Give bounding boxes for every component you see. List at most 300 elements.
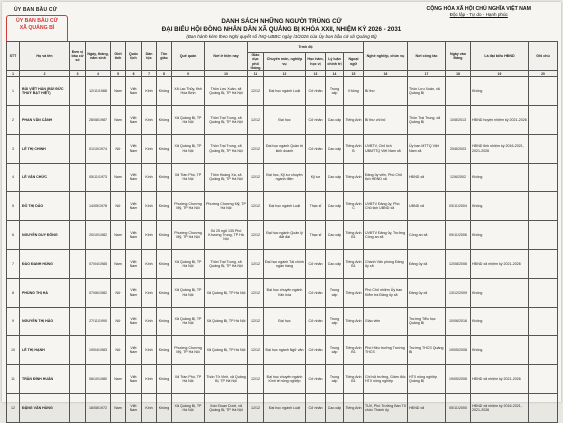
- table-cell: Việt Nam: [126, 163, 142, 192]
- table-cell: Không: [471, 278, 529, 307]
- table-cell: 28/08/1987: [86, 105, 111, 134]
- table-cell: [529, 105, 558, 134]
- table-cell: Đại học ngành Quản lý đất đai: [264, 221, 306, 250]
- column-group-header: Trình độ: [248, 42, 364, 53]
- table-cell: Tiếng Anh: [344, 307, 364, 336]
- table-cell: Xã Quảng Bị, TP Hà Nội: [205, 307, 248, 336]
- table-cell: Kinh: [142, 134, 157, 163]
- table-cell: Thạc sĩ: [306, 192, 326, 221]
- table-cell: TRẦN ĐÌNH HUÂN: [20, 365, 70, 394]
- table-row: [7, 393, 558, 422]
- column-header: Quốc tịch: [126, 42, 142, 71]
- table-cell: Cao cấp: [326, 134, 344, 163]
- table-cell: 07/06/1982: [86, 278, 111, 307]
- table-cell: 9: [7, 307, 20, 336]
- column-number: 5: [111, 71, 126, 77]
- table-cell: 12/12: [248, 105, 264, 134]
- table-cell: Kỹ sư: [306, 163, 326, 192]
- table-row: [7, 249, 558, 278]
- table-cell: Nữ: [111, 307, 126, 336]
- table-cell: Xã Quảng Bị, TP Hà Nội: [172, 249, 205, 278]
- table-cell: LÊ VĂN CHỨC: [20, 163, 70, 192]
- column-header: Tôn giáo: [157, 42, 172, 71]
- table-cell: Kinh: [142, 77, 157, 106]
- table-row: [7, 163, 558, 192]
- table-cell: Xã Quảng Bị, TP Hà Nội: [205, 336, 248, 365]
- column-header: Lý luận chính trị: [326, 53, 344, 71]
- column-header: STT: [7, 42, 20, 71]
- table-cell: Xã Lạc Thủy, tỉnh Hòa Bình: [172, 77, 205, 106]
- table-cell: 12/12: [248, 307, 264, 336]
- table-cell: Cao cấp: [326, 249, 344, 278]
- table-cell: Công an xã: [408, 221, 446, 250]
- table-cell: Việt Nam: [126, 249, 142, 278]
- table-cell: [70, 336, 86, 365]
- document-subtitle: ĐẠI BIỂU HỘI ĐỒNG NHÂN DÂN XÃ QUẢNG BỊ KHÓA XXII, NHIỆM KỲ 2026 - 2031: [161, 26, 402, 33]
- table-cell: Nữ: [111, 134, 126, 163]
- table-cell: [70, 77, 86, 106]
- column-number: 14: [326, 71, 344, 77]
- table-cell: 12/12: [248, 249, 264, 278]
- table-cell: 19/05/2006: [446, 365, 471, 394]
- table-cell: 12/6/2002: [446, 163, 471, 192]
- table-cell: Chi hội trưởng, Giám đốc HTX nông nghiệp: [364, 365, 408, 394]
- column-header: Nơi ở hiện nay: [205, 42, 248, 71]
- table-cell: Không: [157, 278, 172, 307]
- table-cell: Không: [157, 105, 172, 134]
- table-cell: Việt Nam: [126, 77, 142, 106]
- table-cell: Kinh: [142, 307, 157, 336]
- table-cell: 8: [7, 278, 20, 307]
- nation-motto: Độc lập - Tự do - Hạnh phúc: [449, 12, 508, 17]
- table-cell: Việt Nam: [126, 192, 142, 221]
- column-header: Họ và tên: [20, 42, 70, 71]
- table-cell: 03/11/2004: [446, 192, 471, 221]
- column-number: 11: [248, 71, 264, 77]
- table-cell: Thôn Trại Trung, xã Quảng Bị, TP Hà Nội: [205, 134, 248, 163]
- column-number: 1: [7, 71, 20, 77]
- table-cell: Đảng ủy xã: [408, 249, 446, 278]
- agency-header: [14, 7, 57, 13]
- table-cell: Việt Nam: [126, 278, 142, 307]
- table-cell: Đại học, Kỹ sư chuyên ngành điện: [264, 163, 306, 192]
- column-header: Giáo dục phổ thông: [248, 53, 264, 71]
- table-cell: Trung cấp: [326, 336, 344, 365]
- table-cell: ĐẶNG VĂN HÙNG: [20, 393, 70, 422]
- column-number: 12: [264, 71, 306, 77]
- table-cell: Cử nhân: [306, 105, 326, 134]
- table-cell: 12/12: [248, 278, 264, 307]
- table-cell: 10: [7, 336, 20, 365]
- table-cell: Thôn Trại Trung, xã Quảng Bị, TP Hà Nội: [205, 249, 248, 278]
- nation-line1: CỘNG HÒA XÃ HỘI CHỦ NGHĨA VIỆT NAM: [426, 6, 531, 12]
- table-cell: 3: [7, 134, 20, 163]
- table-cell: 7: [7, 249, 20, 278]
- table-cell: Không: [157, 393, 172, 422]
- table-cell: Số 25 ngõ 135 Phố Khương Trung, TP Hà Nội: [205, 221, 248, 250]
- column-number: 13: [306, 71, 326, 77]
- table-cell: [529, 307, 558, 336]
- table-cell: Đại học chuyên ngành Văn hóa: [264, 278, 306, 307]
- table-cell: Đại học ngành Tài chính ngân hàng: [264, 249, 306, 278]
- table-cell: Bí thư chi bộ: [364, 105, 408, 134]
- table-cell: Cử nhân: [306, 278, 326, 307]
- table-cell: Cử nhân: [306, 307, 326, 336]
- table-cell: Không: [471, 77, 529, 106]
- table-cell: 16/08/1972: [86, 393, 111, 422]
- table-cell: BÙI VIỆT HÀN (BÙI ĐỨC THUỶ BẠT HIỆT): [20, 77, 70, 106]
- table-cell: UVBTV Đảng ủy, Trưởng Công an xã: [364, 221, 408, 250]
- column-number: 2: [20, 71, 70, 77]
- table-cell: 12/12: [248, 365, 264, 394]
- table-cell: 01/10/1974: [86, 134, 111, 163]
- table-cell: LÊ THỊ HẠNH: [20, 336, 70, 365]
- table-cell: 1: [7, 77, 20, 106]
- table-cell: Thôn Tử Vinh, xã Quảng Bị, TP Hà Nội: [205, 365, 248, 394]
- table-cell: 6: [7, 221, 20, 250]
- table-cell: NGUYỄN DUY ĐÔNG: [20, 221, 70, 250]
- table-cell: Cao cấp: [326, 163, 344, 192]
- table-cell: [529, 163, 558, 192]
- table-cell: Tiếng Anh B1: [344, 249, 364, 278]
- table-cell: Không: [471, 307, 529, 336]
- table-cell: [70, 163, 86, 192]
- table-cell: Kinh: [142, 105, 157, 134]
- column-header: Ngày, tháng, năm sinh: [86, 42, 111, 71]
- table-cell: [529, 365, 558, 394]
- column-header: Ngoại ngữ: [344, 53, 364, 71]
- table-cell: Cử nhân: [306, 336, 326, 365]
- table-cell: Kinh: [142, 365, 157, 394]
- table-cell: Phường Chương Mỹ, TP Hà Nội: [172, 336, 205, 365]
- column-header: Dân tộc: [142, 42, 157, 71]
- table-cell: Giáo viên: [364, 307, 408, 336]
- table-cell: UVBTV Đảng ủy, Phó Chủ tịch UBND xã: [364, 192, 408, 221]
- table-cell: Đại học ngành Luật: [264, 393, 306, 422]
- table-cell: 14/05/1978: [86, 192, 111, 221]
- table-cell: Xã Quảng Bị, TP Hà Nội: [172, 134, 205, 163]
- table-cell: Chánh Văn phòng Đảng ủy xã: [364, 249, 408, 278]
- elected-delegates-table: [6, 41, 558, 423]
- column-header: Quê quán: [172, 42, 205, 71]
- column-number: 3: [70, 71, 86, 77]
- table-cell: Xóm Đoạn Dưới, xã Quảng Bị, TP Hà Nội: [205, 393, 248, 422]
- table-cell: Không: [471, 163, 529, 192]
- table-cell: Không: [157, 365, 172, 394]
- table-cell: Phó Hiệu trưởng Trường THCS: [364, 336, 408, 365]
- table-cell: Nam: [111, 77, 126, 106]
- table-cell: [70, 307, 86, 336]
- table-cell: Đại học ngành Quản trị kinh doanh: [264, 134, 306, 163]
- table-cell: UBND xã: [408, 192, 446, 221]
- table-cell: 27/11/1990: [86, 307, 111, 336]
- table-cell: Việt Nam: [126, 336, 142, 365]
- table-cell: Không: [157, 192, 172, 221]
- table-cell: 09/11/2006: [446, 221, 471, 250]
- table-cell: Việt Nam: [126, 221, 142, 250]
- table-cell: Nam: [111, 221, 126, 250]
- table-cell: 12: [7, 393, 20, 422]
- table-cell: Việt Nam: [126, 307, 142, 336]
- column-header: Là đại biểu HĐND: [471, 42, 529, 71]
- table-cell: [529, 393, 558, 422]
- table-cell: Không: [157, 336, 172, 365]
- national-header: [426, 6, 531, 17]
- table-cell: Cao cấp: [326, 105, 344, 134]
- table-cell: Trường Tiểu học Quảng Bị: [408, 307, 446, 336]
- column-header: Học hàm, học vị: [306, 53, 326, 71]
- table-cell: Kinh: [142, 393, 157, 422]
- table-cell: [70, 393, 86, 422]
- table-cell: HĐND huyện nhiệm kỳ 2021-2026: [471, 105, 529, 134]
- table-cell: Không: [471, 221, 529, 250]
- table-cell: Không: [157, 77, 172, 106]
- table-cell: Kinh: [142, 163, 157, 192]
- table-cell: Tiếng Anh: [344, 105, 364, 134]
- table-cell: 4: [7, 163, 20, 192]
- table-row: [7, 336, 558, 365]
- table-cell: Nam: [111, 393, 126, 422]
- table-cell: Cử nhân: [306, 134, 326, 163]
- column-number: 18: [446, 71, 471, 77]
- table-cell: Nam: [111, 365, 126, 394]
- column-header: Nơi công tác: [408, 42, 446, 71]
- table-cell: Thạc sĩ: [306, 221, 326, 250]
- table-cell: Việt Nam: [126, 365, 142, 394]
- table-cell: Thôn Trại Trung, xã Quảng Bị, TP Hà Nội: [205, 105, 248, 134]
- table-cell: Xã Trần Phú, TP Hà Nội: [172, 365, 205, 394]
- table-cell: 20/8/2003: [446, 134, 471, 163]
- table-cell: 2: [7, 105, 20, 134]
- table-cell: 12/11/1988: [86, 77, 111, 106]
- table-cell: HĐND tỉnh nhiệm kỳ 2016-2021, 2021-2026: [471, 134, 529, 163]
- table-cell: ĐÀO ĐANH HÙNG: [20, 249, 70, 278]
- table-cell: Xã Quảng Bị, TP Hà Nội: [172, 393, 205, 422]
- table-cell: NGUYỄN THỊ HẢO: [20, 307, 70, 336]
- column-number: 20: [529, 71, 558, 77]
- table-cell: PHAN VĂN CẢNH: [20, 105, 70, 134]
- table-cell: Thôn Lưu Xuân, xã Quảng Bị, TP Hà Nội: [205, 77, 248, 106]
- table-cell: [70, 134, 86, 163]
- table-cell: [529, 278, 558, 307]
- document-title-block: [2, 18, 561, 39]
- table-cell: Tiếng Anh B1: [344, 365, 364, 394]
- table-cell: Nữ: [111, 336, 126, 365]
- table-cell: [70, 365, 86, 394]
- table-cell: PHÙNG THỊ HÀ: [20, 278, 70, 307]
- table-cell: Cử nhân: [306, 249, 326, 278]
- table-row: [7, 278, 558, 307]
- table-cell: Không: [157, 221, 172, 250]
- table-cell: 12/12: [248, 163, 264, 192]
- column-header: Đơn vị bầu cử số: [70, 42, 86, 71]
- table-cell: 12/12: [248, 77, 264, 106]
- table-cell: HĐND xã: [408, 163, 446, 192]
- table-cell: 5: [7, 192, 20, 221]
- column-number: 19: [471, 71, 529, 77]
- table-cell: Tiếng Anh B: [344, 134, 364, 163]
- table-cell: Nữ: [111, 192, 126, 221]
- table-cell: Cử nhân: [306, 77, 326, 106]
- table-cell: 10/06/2016: [446, 307, 471, 336]
- table-cell: Cử nhân: [306, 393, 326, 422]
- table-cell: HĐND xã nhiệm kỳ 2021-2026: [471, 365, 529, 394]
- table-cell: Bí thư: [364, 77, 408, 106]
- table-cell: Đại học: [264, 307, 306, 336]
- table-cell: Đảng ủy xã: [408, 278, 446, 307]
- table-cell: Cử nhân: [306, 365, 326, 394]
- table-cell: Tiếng Anh: [344, 393, 364, 422]
- table-cell: Phó Chủ nhiệm Ủy ban Kiểm tra Đảng ủy xã: [364, 278, 408, 307]
- table-cell: 12/12: [248, 192, 264, 221]
- table-cell: Xã Trần Phú, TP Hà Nội: [172, 163, 205, 192]
- column-number: 7: [142, 71, 157, 77]
- table-cell: [446, 77, 471, 106]
- table-cell: UVBTV, Chủ tịch UBMTTQ Việt Nam xã: [364, 134, 408, 163]
- table-cell: Tiếng Anh B1: [344, 336, 364, 365]
- table-cell: Không: [157, 249, 172, 278]
- column-header: Giới tính: [111, 42, 126, 71]
- table-cell: Thôn Lưu Xuân, xã Quảng Bị: [408, 77, 446, 106]
- table-cell: 20/10/1982: [86, 221, 111, 250]
- table-cell: 12/12: [248, 134, 264, 163]
- column-number: 8: [157, 71, 172, 77]
- table-cell: HTX nông nghiệp Quảng Bị: [408, 365, 446, 394]
- table-cell: Tiếng Anh B1: [344, 221, 364, 250]
- table-row: [7, 134, 558, 163]
- table-cell: Xã Quảng Bị, TP Hà Nội: [172, 307, 205, 336]
- table-cell: HĐND xã nhiệm kỳ 2016-2021, 2021-2026: [471, 393, 529, 422]
- table-cell: Tiếng Anh C: [344, 192, 364, 221]
- document-title: DANH SÁCH NHỮNG NGƯỜI TRÚNG CỬ: [221, 18, 342, 25]
- table-cell: Nam: [111, 163, 126, 192]
- table-cell: Trường THCS Quảng Bị: [408, 336, 446, 365]
- table-cell: Cao cấp: [326, 221, 344, 250]
- column-number: 10: [205, 71, 248, 77]
- table-cell: Không: [157, 134, 172, 163]
- table-cell: Đại học ngành Luật: [264, 192, 306, 221]
- table-cell: [529, 134, 558, 163]
- table-cell: Kinh: [142, 278, 157, 307]
- table-cell: Đại học ngành Luật: [264, 77, 306, 106]
- column-header: Ngày vào Đảng: [446, 42, 471, 71]
- agency-line1: ỦY BAN BẦU CỬ: [14, 7, 58, 13]
- table-cell: Thôn Hoàng Xá, xã Quảng Bị, TP Hà Nội: [205, 163, 248, 192]
- document-page: [2, 2, 561, 412]
- table-cell: Việt Nam: [126, 105, 142, 134]
- table-cell: Không: [471, 336, 529, 365]
- table-cell: HĐND xã nhiệm kỳ 2021-2026: [471, 249, 529, 278]
- table-cell: 10/8/2013: [446, 105, 471, 134]
- table-row: [7, 105, 558, 134]
- table-cell: 05/11/2000: [446, 393, 471, 422]
- table-cell: Tiếng Anh: [344, 163, 364, 192]
- table-cell: 13/12/2009: [446, 278, 471, 307]
- table-cell: Đại học: [264, 105, 306, 134]
- document-issuance-note: (Ban hành kèm theo Nghị quyết số /NQ-UBBC ngày /3/2026 của Ủy ban bầu cử xã Quảng Bị): [186, 34, 377, 39]
- table-cell: Xã Quảng Bị, TP Hà Nội: [172, 105, 205, 134]
- stamp-line-2: XÃ QUẢNG BÌ: [19, 25, 55, 31]
- table-cell: 12/12: [248, 336, 264, 365]
- table-cell: Không: [344, 77, 364, 106]
- table-cell: [70, 249, 86, 278]
- table-cell: Nam: [111, 249, 126, 278]
- table-cell: 19/04/1983: [86, 336, 111, 365]
- table-cell: 11: [7, 365, 20, 394]
- table-cell: Trung cấp: [326, 77, 344, 106]
- table-cell: Phường Chương Mỹ, TP Hà Nội: [172, 192, 205, 221]
- table-cell: Xã Quảng Bị, TP Hà Nội: [205, 278, 248, 307]
- column-number: 9: [172, 71, 205, 77]
- stamp-line-1: ỦY BAN BẦU CỬ: [16, 18, 58, 24]
- table-cell: Tiếng Anh: [344, 278, 364, 307]
- table-cell: Trung cấp: [326, 278, 344, 307]
- column-header: Ghi chú: [529, 42, 558, 71]
- table-cell: Kinh: [142, 336, 157, 365]
- table-cell: Trung cấp: [326, 365, 344, 394]
- table-row: [7, 365, 558, 394]
- table-cell: [70, 105, 86, 134]
- table-row: [7, 192, 558, 221]
- column-number: 15: [344, 71, 364, 77]
- column-header: Nghề nghiệp, chức vụ: [364, 42, 408, 71]
- table-cell: Việt Nam: [126, 393, 142, 422]
- table-cell: Đại học chuyên ngành Kinh tế nông nghiệp: [264, 365, 306, 394]
- table-cell: [529, 221, 558, 250]
- table-cell: Phường Chương Mỹ, TP Hà Nội: [205, 192, 248, 221]
- table-cell: [70, 192, 86, 221]
- table-cell: Không: [157, 163, 172, 192]
- table-cell: TUV, Phó Trưởng Ban Tổ chức Thành ủy: [364, 393, 408, 422]
- table-cell: HĐND xã: [408, 393, 446, 422]
- table-cell: 12/08/2006: [446, 249, 471, 278]
- column-number: 17: [408, 71, 446, 77]
- table-cell: Thôn Trại Trung, xã Quảng Bị: [408, 105, 446, 134]
- table-cell: 19/05/2008: [446, 336, 471, 365]
- table-cell: 12/12: [248, 393, 264, 422]
- column-number: 4: [86, 71, 111, 77]
- column-number: 6: [126, 71, 142, 77]
- table-cell: 07/04/1985: [86, 249, 111, 278]
- table-row: [7, 221, 558, 250]
- table-cell: [529, 249, 558, 278]
- table-cell: Việt Nam: [126, 134, 142, 163]
- table-cell: [529, 336, 558, 365]
- table-cell: Ủy ban MTTQ Việt Nam xã: [408, 134, 446, 163]
- table-cell: Phường Chương Mỹ, TP Hà Nội: [172, 221, 205, 250]
- table-cell: Cao cấp: [326, 192, 344, 221]
- table-cell: Cao cấp: [326, 393, 344, 422]
- table-cell: [70, 221, 86, 250]
- table-cell: [70, 278, 86, 307]
- header-row: [7, 42, 558, 53]
- table-cell: Nữ: [111, 278, 126, 307]
- table-cell: Không: [471, 192, 529, 221]
- table-cell: Đại học ngành Ngữ văn: [264, 336, 306, 365]
- table-cell: [529, 192, 558, 221]
- table-cell: Kinh: [142, 249, 157, 278]
- table-cell: Kinh: [142, 192, 157, 221]
- column-number: 16: [364, 71, 408, 77]
- table-cell: Xã Quảng Bị, TP Hà Nội: [172, 278, 205, 307]
- table-row: [7, 307, 558, 336]
- table-cell: Đảng ủy viên, Phó Chủ tịch HĐND xã: [364, 163, 408, 192]
- table-row: [7, 77, 558, 106]
- table-cell: Trung cấp: [326, 307, 344, 336]
- table-cell: Kinh: [142, 221, 157, 250]
- table-cell: [529, 77, 558, 106]
- table-cell: LÊ THỊ CHINH: [20, 134, 70, 163]
